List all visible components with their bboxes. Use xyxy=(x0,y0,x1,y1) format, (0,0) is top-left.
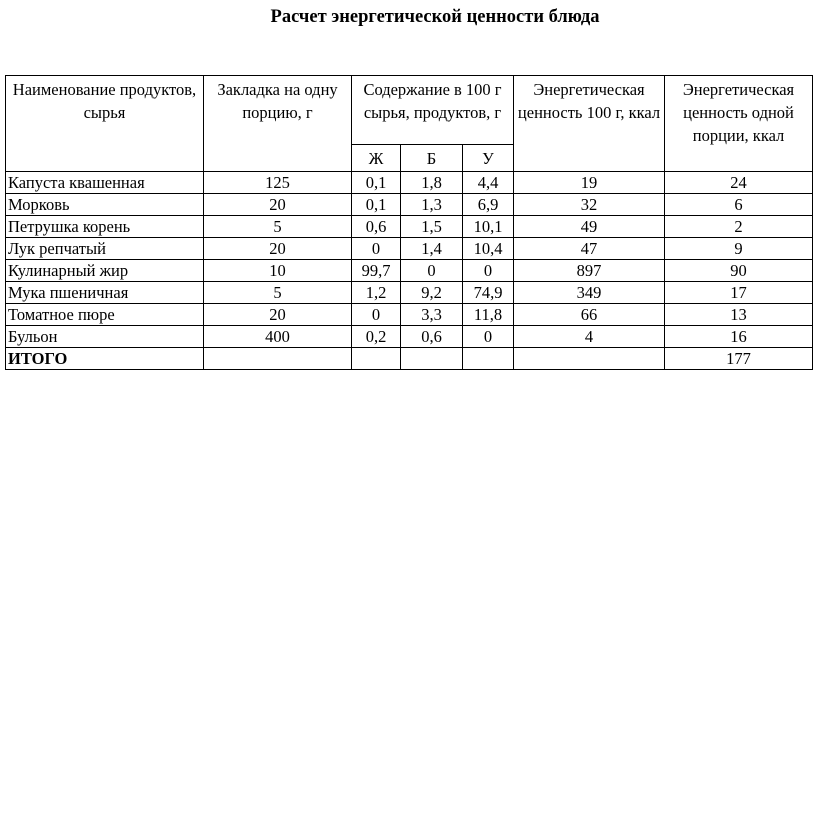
cell-fat: 0,2 xyxy=(352,326,401,348)
header-energy-100g: Энергетическая ценность 100 г, ккал xyxy=(514,76,665,172)
cell-name: Морковь xyxy=(6,194,204,216)
header-protein: Б xyxy=(401,145,463,172)
cell-energy-portion: 17 xyxy=(665,282,813,304)
cell-fat: 0 xyxy=(352,238,401,260)
cell-protein: 1,8 xyxy=(401,172,463,194)
cell-fat: 0 xyxy=(352,304,401,326)
cell-protein: 1,3 xyxy=(401,194,463,216)
cell-protein: 0,6 xyxy=(401,326,463,348)
table-row xyxy=(6,282,813,304)
cell-empty xyxy=(204,348,352,370)
cell-protein: 1,4 xyxy=(401,238,463,260)
cell-portion: 20 xyxy=(204,304,352,326)
cell-carb: 10,4 xyxy=(463,238,514,260)
cell-name: Бульон xyxy=(6,326,204,348)
cell-energy-100g: 32 xyxy=(514,194,665,216)
table-row xyxy=(6,194,813,216)
cell-fat: 1,2 xyxy=(352,282,401,304)
cell-empty xyxy=(352,348,401,370)
total-energy-portion: 177 xyxy=(665,348,813,370)
cell-empty xyxy=(514,348,665,370)
cell-name: Кулинарный жир xyxy=(6,260,204,282)
cell-portion: 125 xyxy=(204,172,352,194)
cell-protein: 3,3 xyxy=(401,304,463,326)
header-content: Содержание в 100 г сырья, продуктов, г xyxy=(352,76,514,145)
header-row xyxy=(6,76,813,145)
cell-portion: 400 xyxy=(204,326,352,348)
header-portion: Закладка на одну порцию, г xyxy=(204,76,352,172)
cell-energy-portion: 9 xyxy=(665,238,813,260)
total-label: ИТОГО xyxy=(6,348,204,370)
cell-name: Капуста квашенная xyxy=(6,172,204,194)
cell-portion: 20 xyxy=(204,194,352,216)
cell-carb: 4,4 xyxy=(463,172,514,194)
cell-energy-portion: 2 xyxy=(665,216,813,238)
energy-value-table xyxy=(5,75,813,370)
header-fat: Ж xyxy=(352,145,401,172)
cell-energy-100g: 49 xyxy=(514,216,665,238)
cell-carb: 10,1 xyxy=(463,216,514,238)
cell-name: Лук репчатый xyxy=(6,238,204,260)
cell-carb: 0 xyxy=(463,260,514,282)
table-row xyxy=(6,172,813,194)
cell-energy-portion: 24 xyxy=(665,172,813,194)
cell-name: Томатное пюре xyxy=(6,304,204,326)
page-title: Расчет энергетической ценности блюда xyxy=(270,7,600,27)
header-energy-portion: Энергетическая ценность одной порции, ккал xyxy=(665,76,813,172)
cell-energy-portion: 90 xyxy=(665,260,813,282)
cell-carb: 74,9 xyxy=(463,282,514,304)
cell-empty xyxy=(401,348,463,370)
cell-carb: 11,8 xyxy=(463,304,514,326)
cell-portion: 5 xyxy=(204,216,352,238)
cell-carb: 6,9 xyxy=(463,194,514,216)
cell-empty xyxy=(463,348,514,370)
table-row xyxy=(6,304,813,326)
cell-portion: 5 xyxy=(204,282,352,304)
cell-energy-100g: 349 xyxy=(514,282,665,304)
cell-energy-100g: 66 xyxy=(514,304,665,326)
cell-fat: 0,6 xyxy=(352,216,401,238)
cell-name: Мука пшеничная xyxy=(6,282,204,304)
cell-fat: 0,1 xyxy=(352,194,401,216)
header-name: Наименование продуктов, сырья xyxy=(6,76,204,172)
cell-fat: 99,7 xyxy=(352,260,401,282)
cell-carb: 0 xyxy=(463,326,514,348)
table-row xyxy=(6,238,813,260)
cell-energy-portion: 13 xyxy=(665,304,813,326)
cell-energy-100g: 19 xyxy=(514,172,665,194)
cell-protein: 0 xyxy=(401,260,463,282)
cell-name: Петрушка корень xyxy=(6,216,204,238)
cell-protein: 1,5 xyxy=(401,216,463,238)
cell-energy-100g: 897 xyxy=(514,260,665,282)
table-row xyxy=(6,216,813,238)
cell-energy-100g: 4 xyxy=(514,326,665,348)
cell-portion: 20 xyxy=(204,238,352,260)
cell-fat: 0,1 xyxy=(352,172,401,194)
cell-energy-portion: 16 xyxy=(665,326,813,348)
header-carb: У xyxy=(463,145,514,172)
table-row xyxy=(6,260,813,282)
cell-energy-portion: 6 xyxy=(665,194,813,216)
cell-energy-100g: 47 xyxy=(514,238,665,260)
cell-protein: 9,2 xyxy=(401,282,463,304)
total-row xyxy=(6,348,813,370)
cell-portion: 10 xyxy=(204,260,352,282)
table-row xyxy=(6,326,813,348)
